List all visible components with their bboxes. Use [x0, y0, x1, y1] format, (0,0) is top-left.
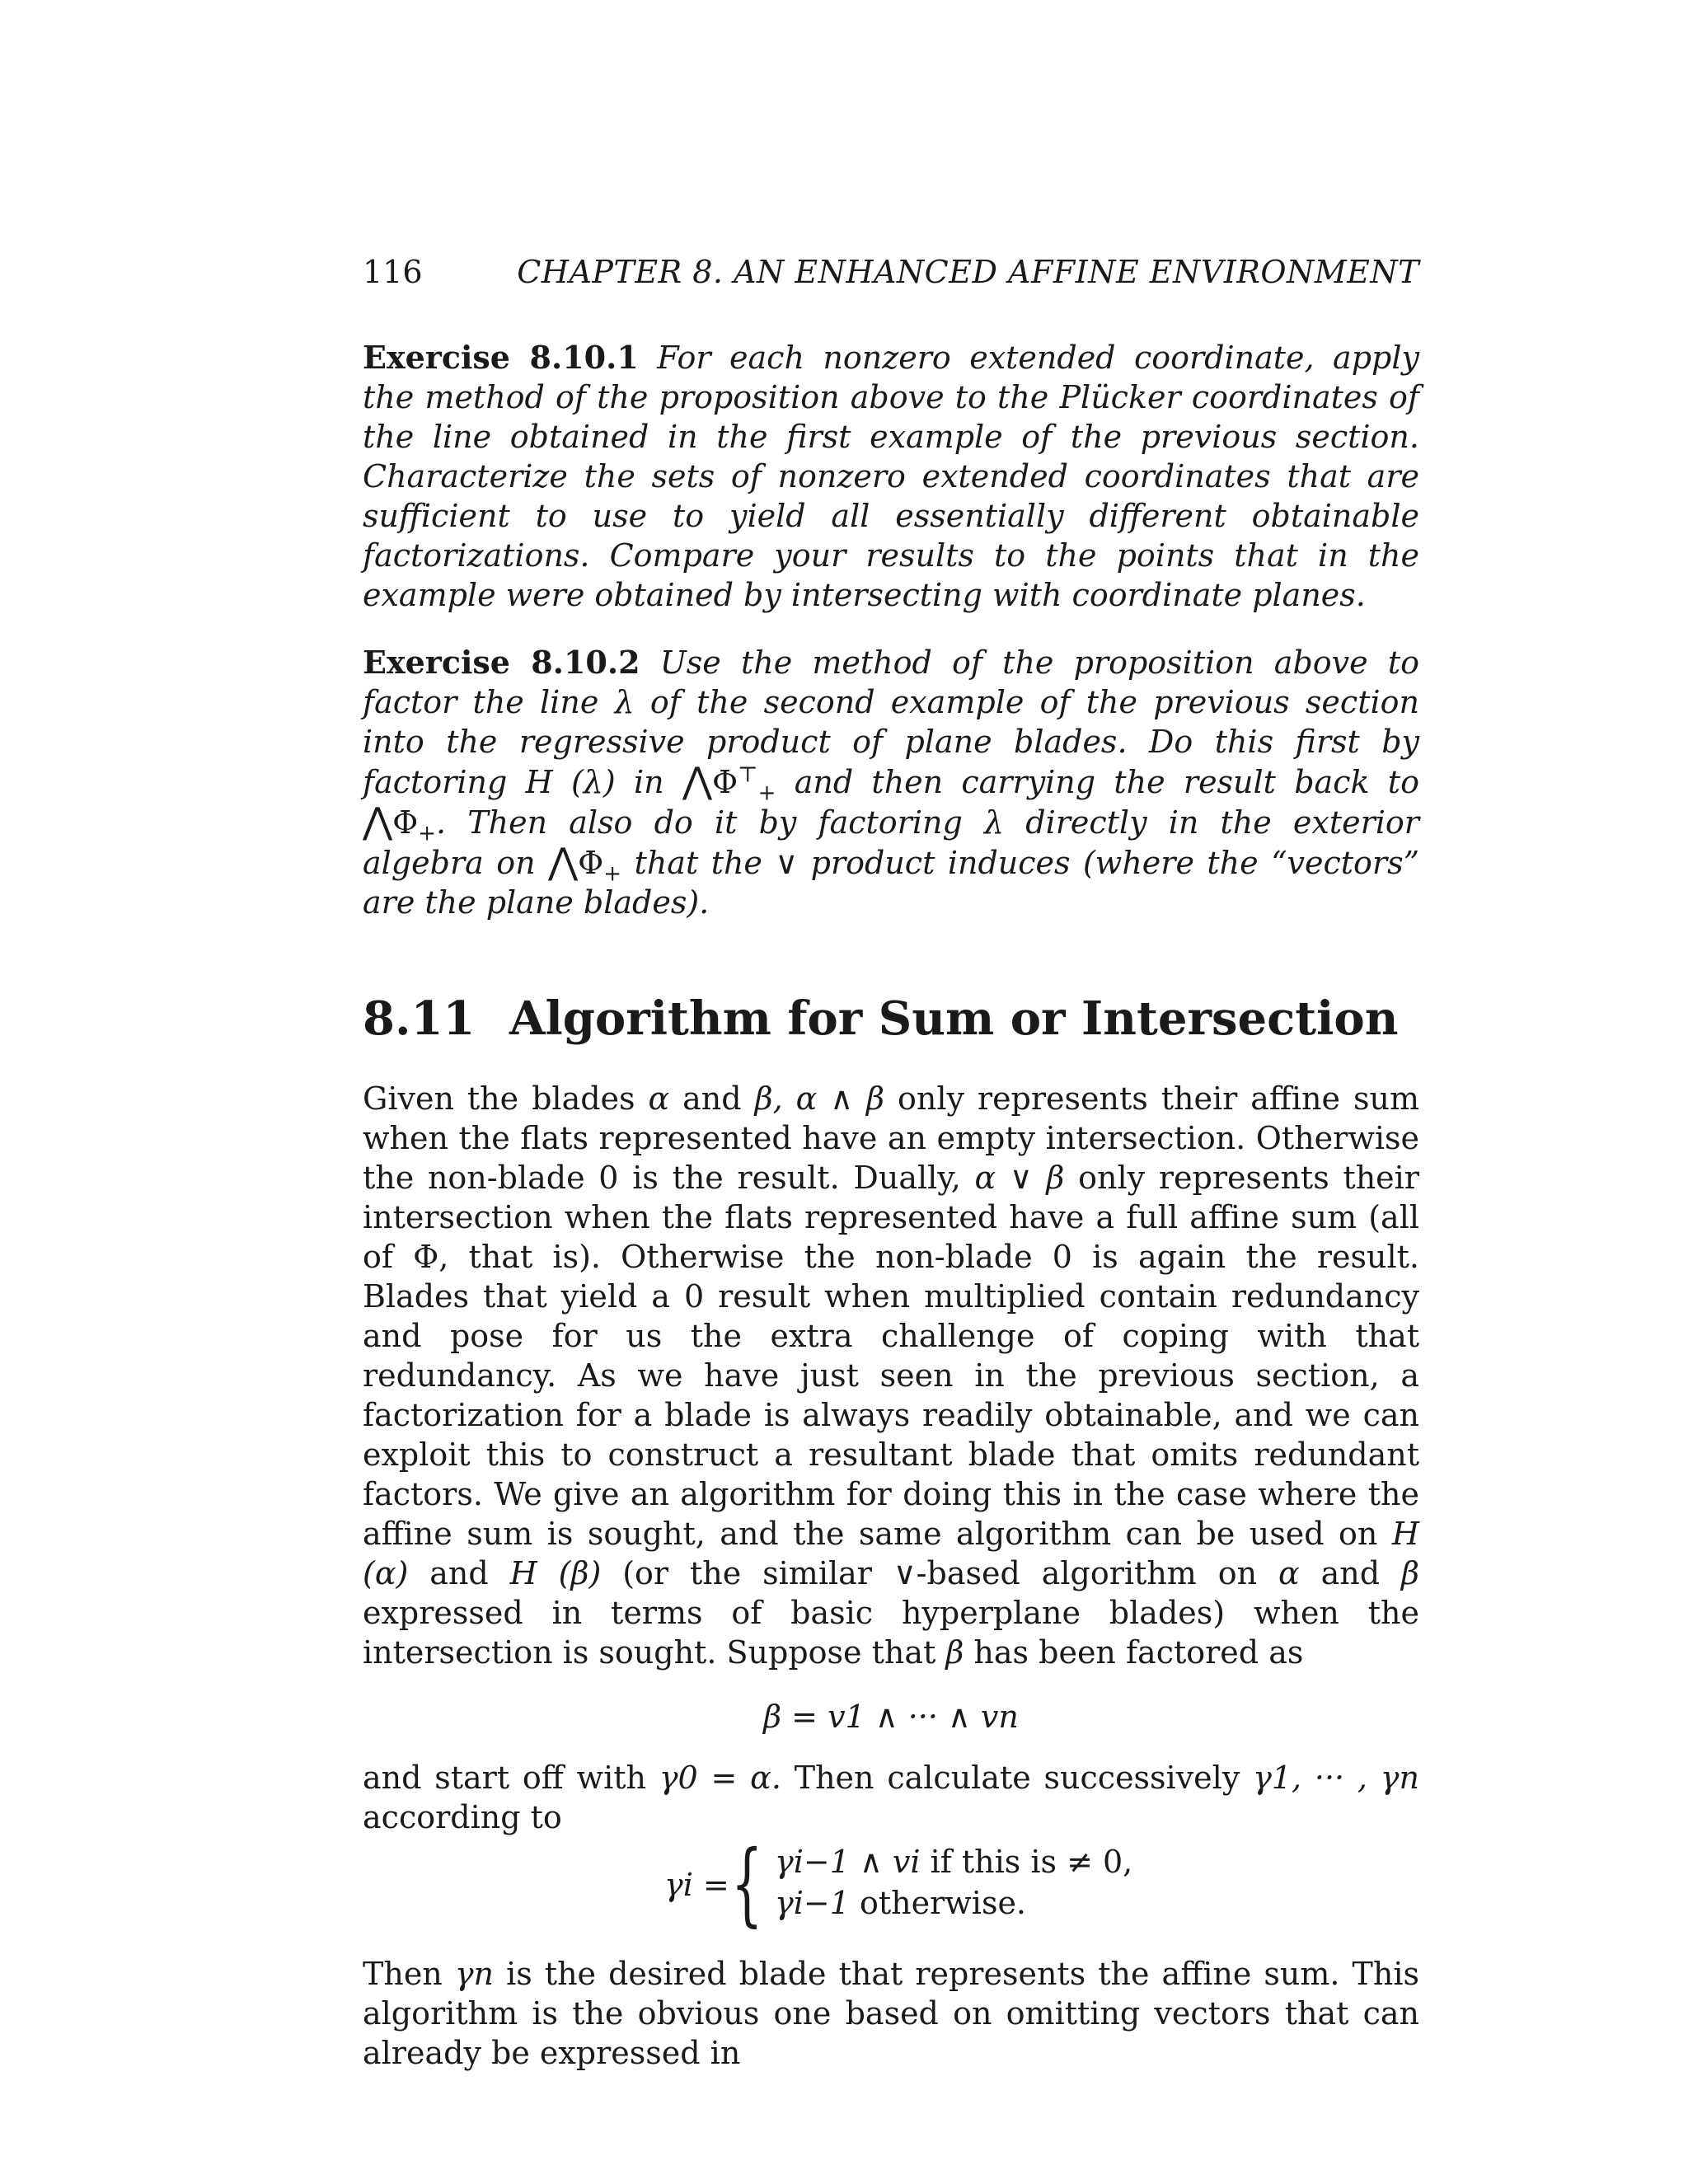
exercise-text: Use the method of the proposition above to factor the line: [363, 644, 1419, 720]
math-gamma-sequence: γ1, ··· , γn: [1253, 1760, 1419, 1796]
case-2-expr: γi−1: [775, 1885, 850, 1921]
section-heading: [363, 990, 1419, 1047]
page-number: 116: [363, 254, 423, 290]
cases-lhs: γi =: [664, 1867, 729, 1903]
left-brace: {: [731, 1830, 763, 1936]
running-head: [363, 247, 1419, 297]
math-alpha-wedge-beta: α ∧ β: [795, 1080, 884, 1117]
text: and start off with: [363, 1760, 647, 1796]
text: and: [682, 1080, 742, 1117]
exercise-label: Exercise 8.10.1: [363, 339, 639, 376]
text: expressed in terms of basic hyperplane blades) when the intersection is sought. Suppose that: [363, 1595, 1419, 1671]
text: Then: [363, 1956, 443, 1992]
math-sup-top: ⊤: [738, 762, 758, 788]
text: only represents their intersection when the flats represented have a full affine sum (all of Φ, that is). Otherwise the non-blade 0 is again the result. Blades that yield a 0 result when multiplied contain redundancy and pose for us the extra challenge of coping with that redundancy. As we have just seen in the previous section, a factorization for a blade is always readily obtainable, and we can exploit this to construct a resultant blade that omits redundant factors. We give an algorithm for doing this in the case where the affine sum is sought, and the same algorithm can be used on: [363, 1160, 1419, 1552]
exercise-body: [363, 644, 1419, 921]
case-2: [775, 1885, 1026, 1921]
math-lambda: λ: [983, 804, 1005, 841]
case-1-condition: if this is ≠ 0,: [930, 1844, 1133, 1880]
math-phi: Φ: [392, 804, 419, 841]
text: according to: [363, 1799, 562, 1835]
math-wedge: ⋀: [548, 841, 579, 883]
math-gamma-n: γn: [454, 1956, 495, 1992]
math-phi: Φ: [578, 845, 604, 881]
chapter-title: CHAPTER 8. AN ENHANCED AFFINE ENVIRONMENT: [517, 254, 1419, 290]
exercise-label: Exercise 8.10.2: [363, 644, 640, 681]
math-h-beta: H (β): [509, 1555, 602, 1591]
exercise-text: in: [634, 764, 664, 800]
math-gamma0: γ0 = α.: [659, 1760, 781, 1796]
text: Then calculate successively: [794, 1760, 1240, 1796]
exercise-text: that the ∨ product induces (where the “vectors” are the plane blades).: [363, 845, 1419, 921]
body-paragraph: [363, 1758, 1419, 1837]
math-alpha-vee-beta: α ∨ β: [974, 1160, 1065, 1196]
math-phi: Φ: [712, 764, 738, 800]
page: [363, 247, 1419, 2073]
text: (or the similar ∨-based algorithm on: [622, 1555, 1258, 1591]
exercise-8-10-2: [363, 643, 1419, 922]
body-paragraph: [363, 1079, 1419, 1672]
section-title: Algorithm for Sum or Intersection: [509, 991, 1399, 1046]
text: Given the blades: [363, 1080, 635, 1117]
section-number: 8.11: [363, 991, 476, 1046]
exercise-8-10-1: [363, 338, 1419, 615]
text: is the desired blade that represents the affine sum. This algorithm is the obvious one based on omitting vectors that can already be expressed in: [363, 1956, 1419, 2071]
display-equation: β = v1 ∧ ··· ∧ vn: [763, 1699, 1019, 1735]
case-1-expr: γi−1 ∧ vi: [775, 1844, 921, 1880]
body-paragraph: [363, 1954, 1419, 2073]
math-wedge: ⋀: [682, 760, 713, 802]
exercise-text: and then carrying the result back to: [794, 764, 1419, 800]
exercise-text: directly in the exterior algebra on: [363, 804, 1419, 881]
math-sub-plus: +: [603, 861, 622, 887]
math-alpha: α: [1278, 1555, 1300, 1591]
math-wedge: ⋀: [363, 800, 393, 842]
cases-equation: [363, 1830, 1419, 1939]
text: and: [1320, 1555, 1381, 1591]
math-beta: β: [1401, 1555, 1419, 1591]
math-sub-plus: +: [757, 780, 776, 806]
text: and: [429, 1555, 489, 1591]
math-h-lambda: H (λ): [525, 764, 616, 800]
math-beta: β,: [754, 1080, 783, 1117]
case-1: [775, 1844, 1132, 1880]
exercise-text: . Then also do it by factoring: [436, 804, 963, 841]
exercise-text: of the second example of the previous section into the regressive product of plane blades. Do this first by factoring: [363, 684, 1419, 800]
case-2-condition: otherwise.: [859, 1885, 1027, 1921]
math-alpha: α: [648, 1080, 670, 1117]
text: has been factored as: [973, 1634, 1304, 1671]
math-sub-plus: +: [418, 821, 437, 846]
text: only represents their affine sum when the flats represented have an empty intersection. Otherwise the non-blade 0 is the result. Dually,: [363, 1080, 1419, 1196]
math-h-alpha: H (α): [363, 1516, 1419, 1591]
exercise-body: For each nonzero extended coordinate, apply the method of the proposition above to the Plücker coordinates of the line obtained in the first example of the previous section. Characterize the sets of nonzero extended coordinates that are sufficient to use to yield all essentially different obtainable factorizations. Compare your results to the points that in the example were obtained by intersecting with coordinate planes.: [363, 340, 1419, 613]
math-lambda: λ: [614, 684, 635, 720]
math-beta: β: [945, 1634, 964, 1671]
